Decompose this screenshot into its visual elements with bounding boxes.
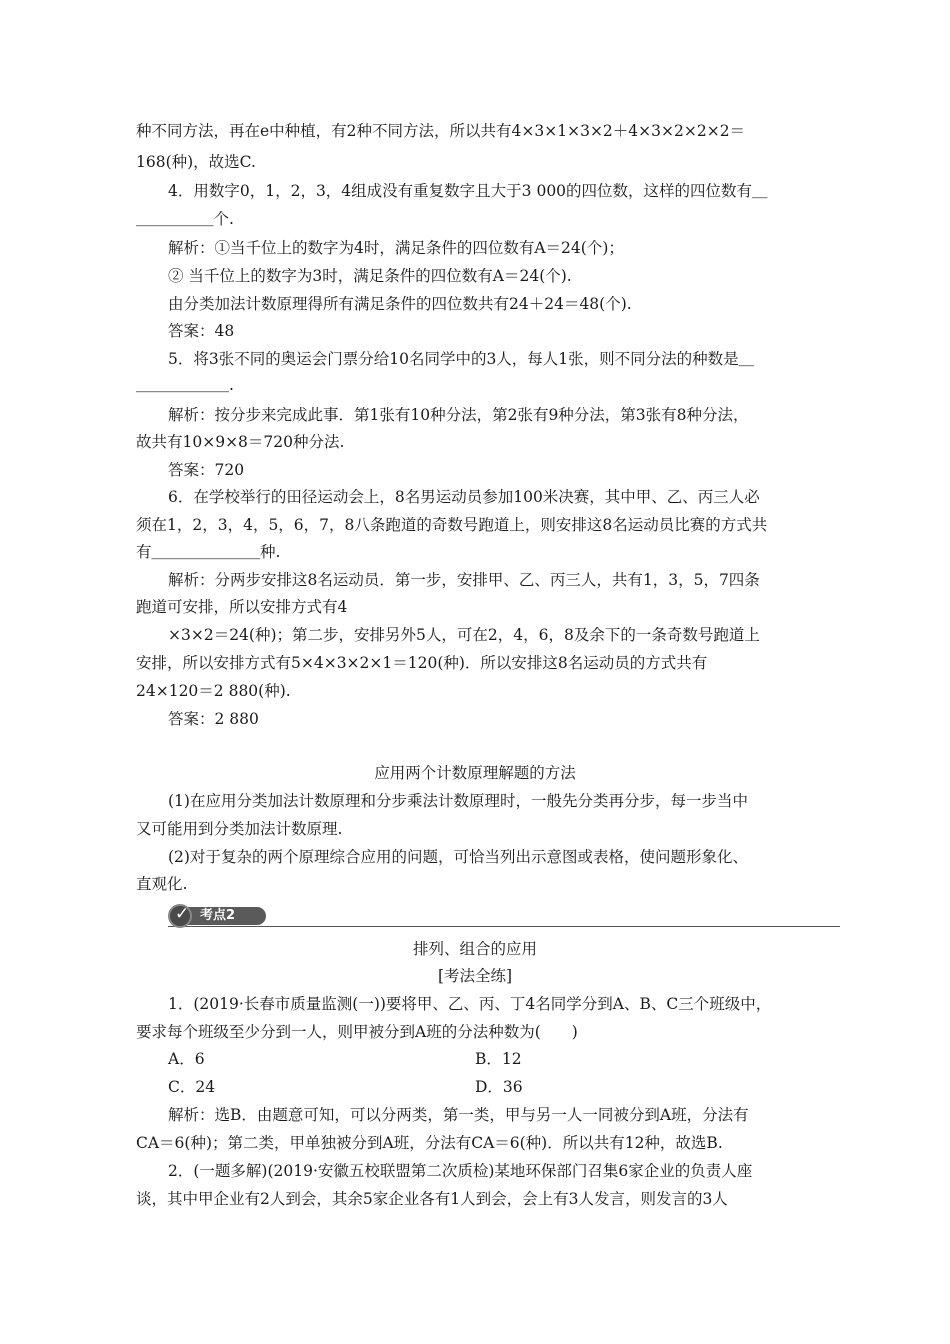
solution-line: 由分类加法计数原理得所有满足条件的四位数共有24＋24＝48(个). [168,295,632,313]
text-line: 直观化. [136,875,188,893]
method-line: (2)对于复杂的两个原理综合应用的问题，可恰当列出示意图或表格，使问题形象化、 [168,848,748,866]
solution-line: 解析：选B．由题意可知，可以分两类，第一类，甲与另一人一同被分到A班，分法有 [168,1106,749,1124]
section-title: 排列、组合的应用 [412,940,537,958]
option-a: A．6 [168,1050,205,1068]
text-line: 又可能用到分类加法计数原理. [136,820,343,838]
text-line: 故共有10×9×8＝720种分法. [136,433,345,451]
section-subtitle: [考法全练] [437,967,513,985]
text-line: 须在1，2，3，4，5，6，7，8八条跑道的奇数号跑道上，则安排这8名运动员比赛的方式共 [136,516,768,534]
option-b: B．12 [475,1050,522,1068]
kaodian-badge [168,904,840,928]
section-heading: 应用两个计数原理解题的方法 [374,764,576,782]
check-icon: ✓ [168,904,192,928]
text-line: CA＝6(种)；第二类，甲单独被分到A班，分法有CA＝6(种)．所以共有12种，故选B. [136,1134,723,1152]
question-2: 2．(一题多解)(2019·安徽五校联盟第二次质检)某地环保部门召集6家企业的负责人座 [168,1162,753,1180]
answer: 答案：2 880 [168,710,259,728]
question-5: 5．将3张不同的奥运会门票分给10名同学中的3人，每人1张，则不同分法的种数是＿ [168,350,755,368]
badge [168,904,268,926]
method-line: (1)在应用分类加法计数原理和分步乘法计数原理时，一般先分类再分步，每一步当中 [168,792,748,810]
answer: 答案：48 [168,322,235,340]
text-line: 安排，所以安排方式有5×4×3×2×1＝120(种)．所以安排这8名运动员的方式共有 [136,654,708,672]
solution-line: ② 当千位上的数字为3时，满足条件的四位数有A＝24(个). [168,267,572,285]
text-line: 有＿＿＿＿＿＿＿种. [136,543,281,561]
text-line: 跑道可安排，所以安排方式有4 [136,598,348,616]
text-line: 168(种)，故选C. [136,153,256,171]
text-line: 要求每个班级至少分到一人，则甲被分到A班的分法种数为( ) [136,1023,578,1041]
text-line: ＿＿＿＿＿个. [136,210,234,228]
text-line: 24×120＝2 880(种). [136,682,291,700]
solution-line: 解析：按分步来完成此事．第1张有10种分法，第2张有9种分法，第3张有8种分法， [168,406,749,424]
text-line: ＿＿＿＿＿＿. [136,376,234,394]
solution-line: 解析：①当千位上的数字为4时，满足条件的四位数有A＝24(个)； [168,239,624,257]
question-1: 1．(2019·长春市质量监测(一))要将甲、乙、丙、丁4名同学分到A、B、C三个班级中， [168,995,772,1013]
question-4: 4．用数字0，1，2，3，4组成没有重复数字且大于3 000的四位数，这样的四位数有＿ [168,182,768,200]
badge-label: 考点2 [186,907,266,925]
text-line: 种不同方法，再在e中种植，有2种不同方法，所以共有4×3×1×3×2＋4×3×2×2×2＝ [136,122,746,140]
answer: 答案：720 [168,461,245,479]
badge-rule [168,926,840,927]
solution-line: 解析：分两步安排这8名运动员．第一步，安排甲、乙、丙三人，共有1，3，5，7四条 [168,571,760,589]
solution-line: ×3×2＝24(种)；第二步，安排另外5人，可在2，4，6，8及余下的一条奇数号跑道上 [168,626,760,644]
text-line: 谈，其中甲企业有2人到会，其余5家企业各有1人到会，会上有3人发言，则发言的3人 [136,1190,728,1208]
option-c: C．24 [168,1078,216,1096]
option-d: D．36 [475,1078,523,1096]
question-6: 6．在学校举行的田径运动会上，8名男运动员参加100米决赛，其中甲、乙、丙三人必 [168,488,760,506]
